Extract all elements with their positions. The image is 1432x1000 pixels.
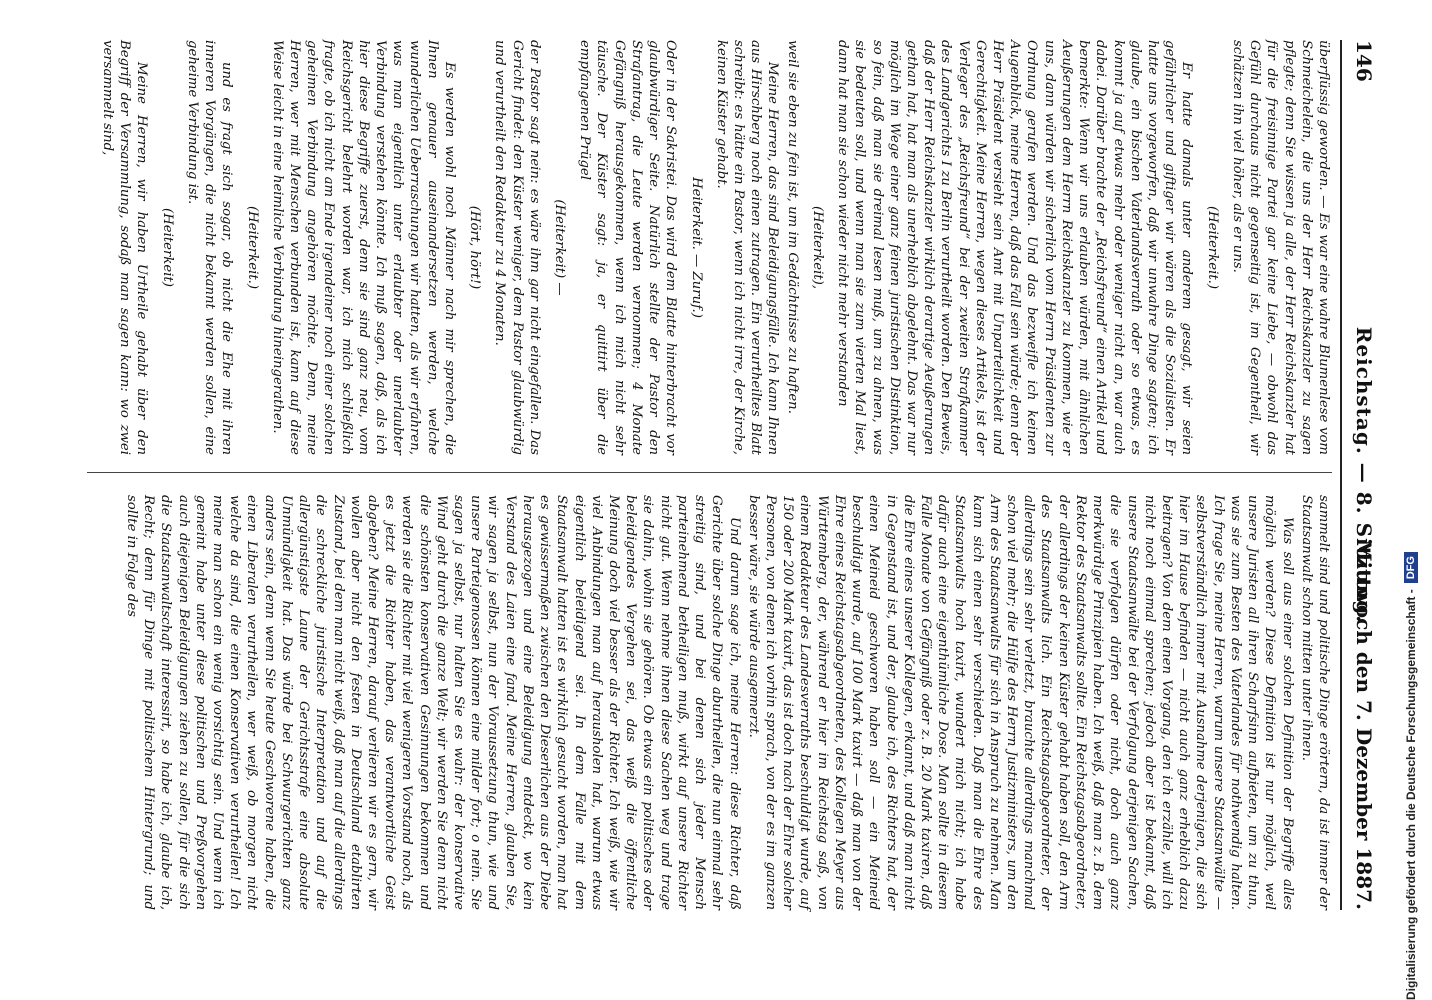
- paragraph: sammelt sind und politische Dinge erörtern, da ist immer der Staatsanwalt schon mitten unter ihnen.: [1298, 495, 1331, 910]
- stage-direction: (Hört, hört!): [467, 205, 483, 290]
- stage-direction: Heiterkeit. — Zuruf.): [688, 177, 704, 318]
- paragraph: Er hatte damals unter anderem gesagt, wir seien gefährlicher und giftiger wir wären als die Sozialisten. Er hatte uns vorgeworfen, daß wir unwahre Dinge sagten; ich glaube, ein bischen Vaterlandsverrath oder so etwas, es kommt ja auf etwas mehr oder weniger nicht an, war auch dabei. Darüber brachte der „Reichsfreund“ einen Artikel und bemerkte: Wenn wir uns erlauben würden, mit ähnlichen Aeußerungen dem Herrn Reichskanzler zu kommen, wie er uns, dann würden wir sicherlich vom Herrn Präsidenten zur Ordnung gerufen werden. Und das bezweifle ich keinen Augenblick, meine Herren, daß das Fall sein würde; denn der Herr Präsident versieht sein Amt mit Unparteilichkeit und Gerechtigkeit. Meine Herren, wegen dieses Artikels, ist der Verleger des „Reichsfreund“ bei der zweiten Strafkammer des Landgerichts I zu Berlin verurtheilt worden. Den Beweis, daß der Herr Reichskanzler wirklich derartige Aeußerungen gethan hat, hat man als unerheblich abgelehnt. Das war nur möglich im Wege einer ganz feinen juristischen Distinktion, so fein, daß man sie dreimal lesen muß, um zu ahnen, was sie bedeuten soll, und wenn man sie zum vierten Mal liest, dann hat man sie schon wieder nicht mehr verstanden: [835, 40, 1195, 455]
- left-column: [97, 40, 1332, 455]
- header-rule: [1340, 40, 1342, 910]
- paragraph: der Pastor sagt nein: es wäre ihm gar nicht eingefallen. Das Gericht findet: den Küster weniger, dem Pastor glaubwürdig und verurtheilt den Redakteur zu 4 Monaten.: [492, 40, 542, 455]
- stage-direction: (Heiterkeit),: [809, 205, 825, 290]
- session-date: Mittwoch den 7. Dezember 1887.: [1352, 539, 1376, 910]
- stage-direction: (Heiterkeit) —: [552, 199, 568, 296]
- paragraph: Es werden wohl noch Männer nach mir sprechen, die Ihnen genauer auseinandersetzen werden, welche wunderlichen Ueberraschungen wir hatten, als wir erfahren, was man eigentlich unter erlaubter oder unerlaubter Verbindung verstehen könnte. Ich muß sagen, daß, als ich hier diese Begriffe zuerst, denn sie sind ganz neu, vom Reichsgericht belehrt worden war, ich mich schließlich fragte, ob ich nicht am Ende irgendeiner noch einer solchen geheimen Verbindung angehören möchte. Denn, meine Herren, wer mit Menschen verbunden ist, kann auf diese Weise leicht in eine heimliche Verbindung hineingerathen.: [269, 40, 457, 455]
- dfg-logo: DFG: [1404, 552, 1418, 583]
- paragraph: Oder in der Sakristei. Das wird dem Blatte hinterbracht vor glaubwürdiger Seite. Natürlich stellte der Pastor den Strafantrag, die Leute werden vernommen; 4 Monate Gefängniß herausgekommen, wenn ich mich nicht sehr täusche. Der Küster sagt: ja, er quittirt über die empfangenen Prügel: [577, 40, 679, 455]
- credit-text: Digitalisierung gefördert durch die Deutsche Forschungsgemeinschaft -: [1404, 589, 1418, 1000]
- stage-direction: (Heiterkeit): [159, 208, 175, 287]
- running-head: [1346, 40, 1376, 910]
- paragraph: überflüssig geworden. — Es war eine wahre Blumenlese vom Schmeichelein, die uns der Herr Reichskanzler zu sagen pflegte; denn Sie wissen ja alle, der Herr Reichskanzler hat für die freisinnige Partei gar keine Liebe, — obwohl das Gefühl durchaus nicht gegenseitig ist, im Gegentheil, wir schätzen ihn viel höher, als er uns.: [1229, 40, 1331, 455]
- stage-direction: (Heiterkeit.): [244, 205, 260, 290]
- paragraph: Meine Herren, wir haben Urtheile gehabt über den Begriff der Versammlung, sodaß man sagen kann: wo zwei versammelt sind,: [100, 40, 150, 455]
- paragraph: und es fragt sich sogar, ob nicht die Ehe mit ihren inneren Vorgängen, die nicht bekannt werden sollen, eine geheime Verbindung ist.: [184, 40, 235, 455]
- paragraph: Meine Herren, das sind Beleidigungsfälle. Ich kann Ihnen aus Hirschberg noch einen zutragen. Ein verurtheiltes Blatt schreibt: es hätte ein Pastor, wenn ich nicht irre, der Kirche, keinen Küster gehabt.: [713, 40, 781, 455]
- column-divider: [87, 472, 1332, 473]
- stage-direction: (Heiterkeit.): [1204, 205, 1220, 290]
- paragraph: Und darum sage ich, meine Herren: diese Richter, daß Gerichte über solche Dinge aburtheilen, die nun einmal sehr streitig sind, und bei denen sich jeder Mensch parteinehmend betheiligen muß, wirkt auf unsere Richter nicht gut. Wenn nehme ihnen diese Sachen weg und trage sie dahin, wohin sie gehören. Ob etwas ein politisches oder beleidigendes Vergehen sei, das weiß die öffentliche Meinung doch viel besser als der Richter. Ich weiß, wie wir viel Anbindungen man auf herausholen hat, warum etwas eigentlich beleidigend sei. In dem Falle mit dem Staatsanwalt hatten ist es wirklich gesucht worden, man hat es gewissermaßen zwischen den Dieserlichen aus der Diebe herausgezogen und eine Beleidigung entdeckt, wo kein Verstand des Laien eine fand. Meine Herren, glauben Sie, wir sagen ja selbst, nun der Voraussetzung thun, wie und unsere Parteigenossen können eine milder fort; o nein. Sie sagen ja selbst, nur halten Sie es wahr: der konservative Wind geht durch die ganze Welt; wir werden Sie denn nicht die schönsten konservativen Gesinnungen bekommen und werden sie die Richter mit viel wenigeren Vorstand noch, als es jetzt die Richter haben, das verantwortliche Geist abgeben? Meine Herren, darauf verlieren wir es gern, wir wollen aber nicht den festen in Deutschland etablirten Zustand, bei dem man nicht weiß, daß man auf die allerdings die schreckliche juristische Interpretation und auf die allergünstigste Laune der Gerichtsstrafe eine absolute Unmündigkeit hat. Das würde bei Schwurgerichten ganz anders sein, denn wenn Sie heute Geschworene haben, die einen Liberalen verurtheilen, wer weiß, ob morgen nicht welche da sind, die einen Konservativen verurtheilen! Ich meine man schon ein wenig vorsichtig sein. Und wenn ich gemeint habe unter diese politischen und Preßvorgehen auch diejenigen Beleidigungen ziehen zu sollen, für die sich die Staatsanwaltschaft interessirt, so habe ich, glaube ich, Recht; denn für Dinge mit politischem Hintergrund; und sollte in Folge des: [123, 495, 742, 910]
- session-title: Reichstag. — 8. Sitzung.: [1352, 326, 1376, 624]
- page-number: 146: [1352, 40, 1376, 82]
- paragraph: Was soll aus einer solchen Definition der Begriffe alles möglich werden? Diese Definition ist nur möglich, weil unsere Juristen all ihren Scharfsinn aufbieten, um zu thun, was sie zum Besten des Vaterlandes für nothwendig halten. Ich frage Sie, meine Herren, warum unsere Staatsanwälte — selbstverständlich immer mit Ausnahme derjenigen, die sich hier im Hause befinden — nicht auch ganz erheblich dazu beitragen? Von dem einen Vorgang, den ich erzähle, will ich nicht noch einmal sprechen; jedoch aber ist bekannt, daß unsere Staatsanwälte bei der Verfolgung derjenigen Sachen, die sie verfolgen dürfen oder nicht, doch auch ganz merkwürdige Prinzipien haben. Ich weiß, daß man z. B. dem Rektor des Staatsanwalts sollte. Ein Reichstagsabgeordneter, der allerdings der keinen Küster gehabt haben soll, den Arm des Staatsanwalts lich. Ein Reichstagsabgeordneter, der allerdings sein sehr verletzt, brauchte allerdings manchmal schon viel mehr; die Hülfe des Herrn Justizministers, um den Arm des Staatsanwalts für sich in Anspruch zu nehmen. Man kann sich einen sehr verschieden. Daß man die Ehre des Staatsanwalts hoch taxirt, wundert mich nicht; ich habe dafür auch eine eigenthümliche Dose. Man sollte in diesem Falle Monate von Gefängniß oder z. B. 20 Mark taxiren, daß die Ehre eines unserer Kollegen, erkannt, und daß man nicht in Gegenstand ist, und der, glaube ich, des Richters hat, der einen Meineid geschworen haben soll — ein Meineid beschuldigt wurde, auf 100 Mark taxirt — daß man von der Ehre eines Reichstagsabgeordneten, des Kollegen Meyer aus Württemberg, der, während er hier im Reichstag saß, von einem Redakteur des Landesverraths beschuldigt wurde, auf 150 oder 200 Mark taxirt, das ist doch nach der Ehre solcher Personen, von denen ich vorhin sprach, von der es im ganzen besser wäre, sie würde ausgemerzt.: [745, 495, 1295, 910]
- paragraph: weil sie eben zu fein ist, um im Gedächtnisse zu haften.: [784, 40, 800, 414]
- digitization-credit: [1398, 120, 1424, 1000]
- right-column: [121, 495, 1332, 910]
